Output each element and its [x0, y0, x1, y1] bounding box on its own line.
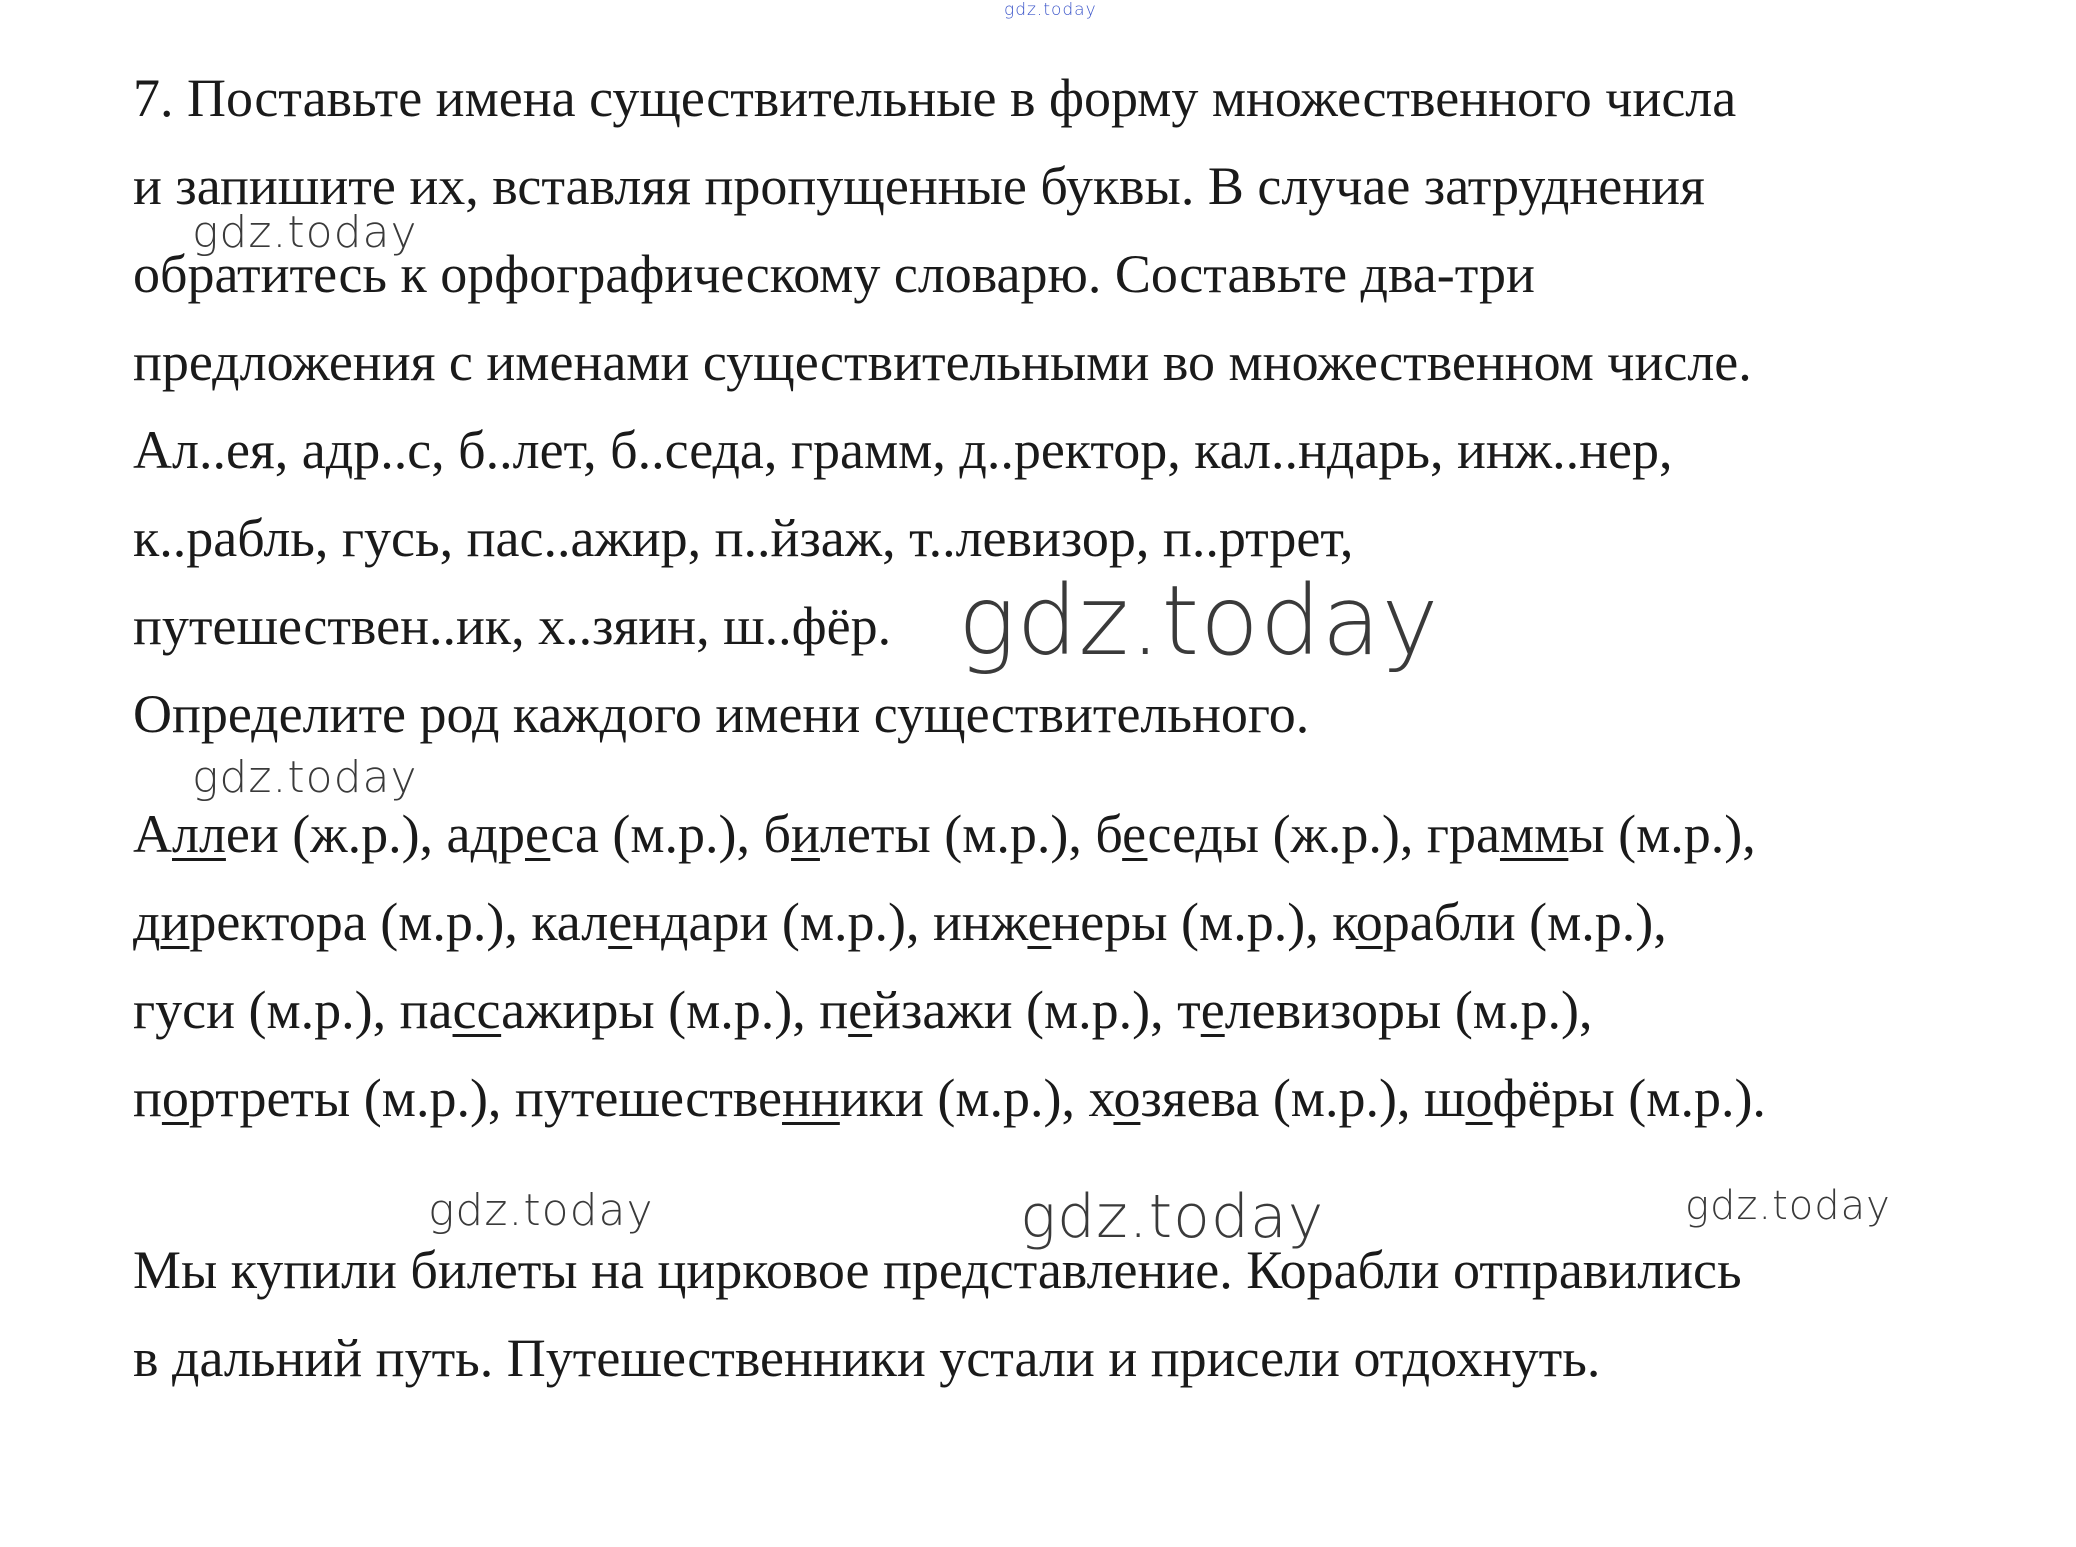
- answer-text: А: [133, 804, 172, 864]
- watermark: gdz.today: [1020, 1182, 1325, 1252]
- answer-text: д: [133, 892, 161, 952]
- answer-text: п: [133, 1068, 162, 1128]
- answer-line: [133, 802, 1756, 866]
- answer-text: ректора (м.р.), кал: [189, 892, 609, 952]
- answer-text: гуси (м.р.), па: [133, 980, 453, 1040]
- underlined-letters: е: [1200, 980, 1225, 1040]
- answer-text: ндари (м.р.), инж: [632, 892, 1028, 952]
- answer-line: [133, 978, 1592, 1042]
- underlined-letters: мм: [1499, 804, 1569, 864]
- underlined-letters: о: [1355, 892, 1383, 952]
- answer-text: ики (м.р.), х: [839, 1068, 1114, 1128]
- task-gender-instruction: Определите род каждого имени существительного.: [133, 684, 1310, 744]
- watermark: gdz.today: [428, 1185, 654, 1236]
- task-line: 7. Поставьте имена существительные в форму множественного числа: [133, 68, 1737, 128]
- watermark-large: gdz.today: [958, 565, 1440, 677]
- answer-text: левизоры (м.р.),: [1224, 980, 1593, 1040]
- underlined-letters: сс: [452, 980, 502, 1040]
- answer-line: [133, 890, 1667, 954]
- answer-text: ажиры (м.р.), п: [501, 980, 849, 1040]
- underlined-letters: и: [791, 804, 820, 864]
- task-word-list: к..рабль, гусь, пас..ажир, п..йзаж, т..левизор, п..ртрет,: [133, 508, 1354, 568]
- underlined-letters: и: [160, 892, 190, 952]
- watermark-top: gdz.today: [1004, 0, 1097, 20]
- underlined-letters: о: [161, 1068, 189, 1128]
- answer-text: фёры (м.р.).: [1492, 1068, 1766, 1128]
- task-line: обратитесь к орфографическому словарю. Составьте два-три: [133, 244, 1535, 304]
- answer-text: леты (м.р.), б: [819, 804, 1123, 864]
- answer-text: са (м.р.), б: [550, 804, 792, 864]
- watermark: gdz.today: [1685, 1183, 1891, 1229]
- answer-text: ртреты (м.р.), путешестве: [188, 1068, 783, 1128]
- underlined-letters: е: [1027, 892, 1052, 952]
- underlined-letters: е: [1122, 804, 1148, 864]
- underlined-letters: о: [1465, 1068, 1493, 1128]
- watermark: gdz.today: [192, 752, 418, 803]
- task-word-list: путешествен..ик, х..зяин, ш..фёр.: [133, 596, 892, 656]
- answer-text: йзажи (м.р.), т: [872, 980, 1201, 1040]
- underlined-letters: о: [1113, 1068, 1141, 1128]
- watermark: gdz.today: [192, 207, 418, 258]
- task-line: предложения с именами существительными во множественном числе.: [133, 332, 1752, 392]
- answer-text: зяева (м.р.), ш: [1140, 1068, 1466, 1128]
- answer-text: седы (ж.р.), гра: [1147, 804, 1500, 864]
- underlined-letters: е: [848, 980, 873, 1040]
- task-word-list: Ал..ея, адр..с, б..лет, б..седа, грамм, д..ректор, кал..ндарь, инж..нер,: [133, 420, 1673, 480]
- underlined-letters: лл: [172, 804, 226, 864]
- underlined-letters: нн: [782, 1068, 840, 1128]
- answer-text: неры (м.р.), к: [1051, 892, 1356, 952]
- example-sentence-line: Мы купили билеты на цирковое представление. Корабли отправились: [133, 1240, 1742, 1300]
- task-line: и запишите их, вставляя пропущенные буквы. В случае затруднения: [133, 156, 1705, 216]
- underlined-letters: е: [608, 892, 633, 952]
- answer-line: [133, 1066, 1766, 1130]
- answer-text: рабли (м.р.),: [1382, 892, 1667, 952]
- answer-text: еи (ж.р.), адр: [225, 804, 525, 864]
- example-sentence-line: в дальний путь. Путешественники устали и присели отдохнуть.: [133, 1328, 1601, 1388]
- answer-text: ы (м.р.),: [1568, 804, 1756, 864]
- underlined-letters: е: [525, 804, 551, 864]
